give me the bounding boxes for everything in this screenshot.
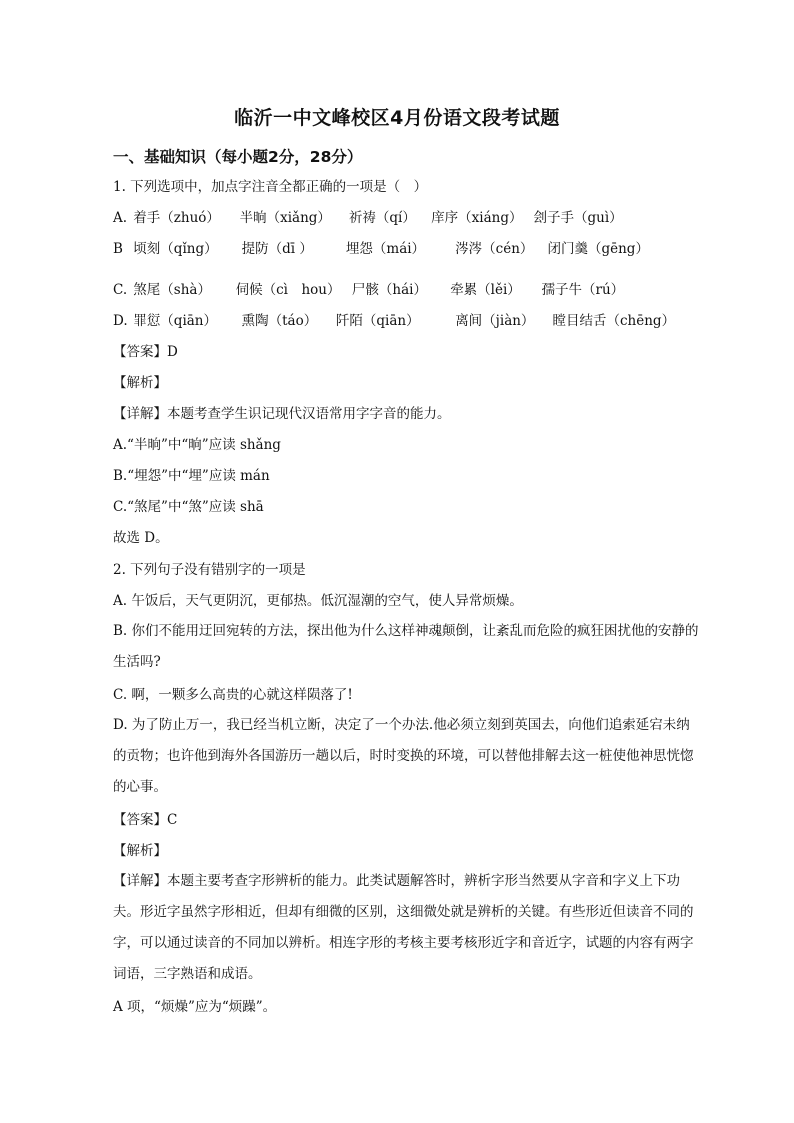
question-2-analysis-heading: 【解析】 [113, 843, 167, 859]
option-item: 祈祷（qí） [348, 210, 416, 226]
option-item: 埋怨（mái） [345, 241, 426, 257]
question-2-option-a: A. 午饭后，天气更阴沉，更郁热。低沉湿潮的空气，使人异常烦燥。 [113, 593, 523, 609]
option-item: 闭门羹（gēng） [547, 241, 649, 257]
option-item: 煞尾（shà） [133, 282, 211, 298]
page-title: 临沂一中文峰校区4月份语文段考试题 [234, 107, 560, 129]
question-1-option-b [113, 240, 649, 258]
question-2-note-a: A 项，“烦燥”应为“烦躁”。 [113, 999, 277, 1015]
question-2-option-b: B. 你们不能用迂回宛转的方法，探出他为什么这样神魂颠倒，让紊乱而危险的疯狂困扰他的安静的生活吗? [113, 623, 699, 670]
option-item: 顷刻（qǐng） [133, 241, 218, 257]
question-2-stem: 2. 下列句子没有错别字的一项是 [113, 562, 306, 578]
option-item: 罪愆（qiān） [133, 313, 217, 329]
option-item: 熏陶（táo） [241, 313, 318, 329]
question-1-conclusion: 故选 D。 [113, 530, 169, 546]
option-item: 离间（jiàn） [455, 313, 535, 329]
option-label: C. [113, 282, 128, 298]
question-1-note-b: B.“埋怨”中“埋”应读 mán [113, 468, 270, 484]
question-1-note-a: A.“半晌”中“晌”应读 shǎng [113, 437, 281, 453]
option-item: 阡陌（qiān） [335, 313, 420, 329]
option-item: 瞠目结舌（chēng） [552, 313, 676, 329]
option-item: 牵累（lěi） [450, 282, 521, 298]
section-heading: 一、基础知识（每小题2分，28分） [113, 148, 363, 166]
question-1-note-c: C.“煞尾”中“煞”应读 shā [113, 499, 264, 515]
option-item: 半晌（xiǎng） [239, 210, 331, 226]
question-2-detail: 【详解】本题主要考查字形辨析的能力。此类试题解答时，辨析字形当然要从字音和字义上下功夫。形近字虽然字形相近，但却有细微的区别，这细微处就是辨析的关键。有些形近但读音不同的字，可以通过读音的不同加以辨析。相连字形的考核主要考核形近字和音近字，试题的内容有两字词语，三字熟语和成语。 [113, 873, 694, 982]
question-2-option-c: C. 啊，一颗多么高贵的心就这样陨落了! [113, 687, 353, 703]
option-item: 着手（zhuó） [133, 210, 220, 226]
question-1-option-c [113, 281, 624, 299]
question-1-option-d [113, 312, 675, 330]
option-item: 伺候（cì hou） [235, 282, 341, 298]
option-label: A. [113, 210, 128, 226]
option-label: B [113, 241, 123, 257]
question-1-stem: 1. 下列选项中，加点字注音全都正确的一项是（ ） [113, 179, 428, 195]
option-item: 刽子手（guì） [533, 210, 623, 226]
question-1-analysis-heading: 【解析】 [113, 375, 167, 391]
question-1-answer: 【答案】D [113, 344, 178, 360]
option-item: 孺子牛（rú） [541, 282, 625, 298]
question-1-option-a [113, 209, 623, 227]
option-item: 庠序（xiáng） [431, 210, 523, 226]
option-label: D. [113, 313, 128, 329]
question-1-detail: 【详解】本题考查学生识记现代汉语常用字字音的能力。 [113, 406, 451, 422]
option-item: 提防（dī ） [241, 241, 313, 257]
question-2-option-d: D. 为了防止万一，我已经当机立断，决定了一个办法.他必须立刻到英国去，向他们追索延宕未纳的贡物；也许他到海外各国游历一趟以后，时时变换的环境，可以替他排解去这一桩使他神思恍惚的心事。 [113, 717, 694, 795]
option-item: 尸骸（hái） [351, 282, 427, 298]
question-2-answer: 【答案】C [113, 812, 178, 828]
option-item: 涔涔（cén） [455, 241, 534, 257]
